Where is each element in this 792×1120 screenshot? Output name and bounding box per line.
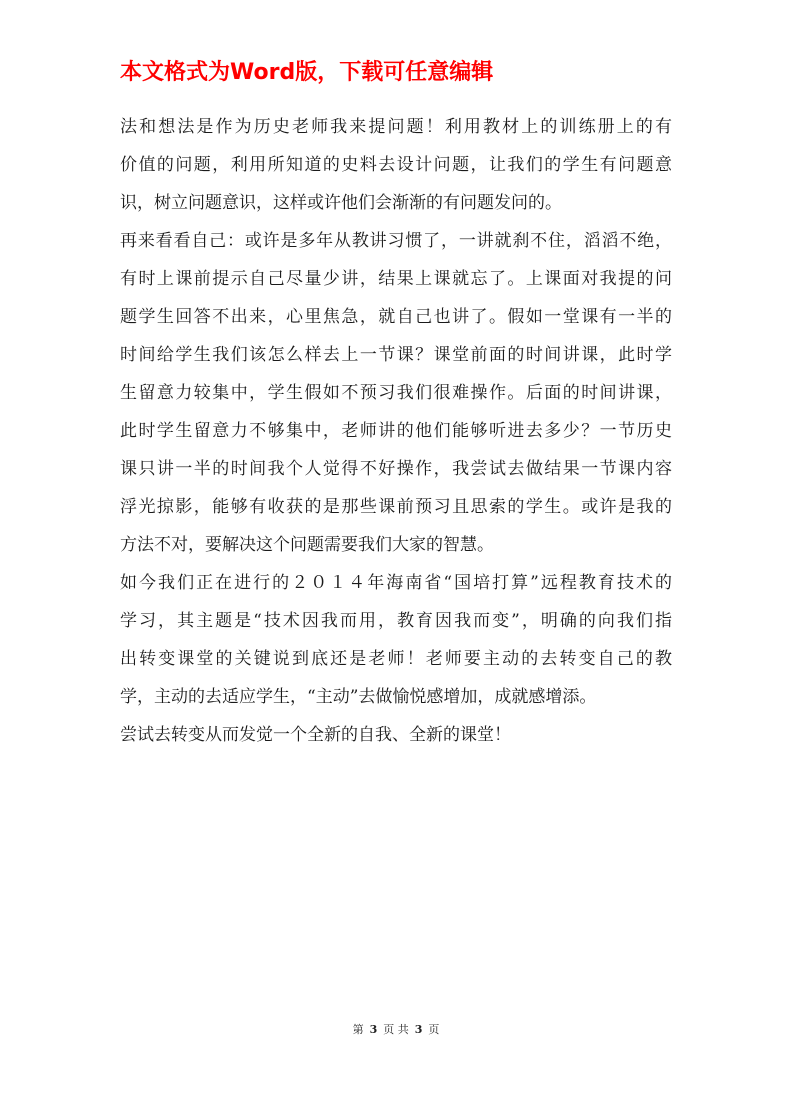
- text-line: 此时学生留意力不够集中，老师讲的他们能够听进去多少？一节历史: [120, 421, 672, 441]
- text-line: 学，主动的去适应学生，“主动”去做愉悦感增加，成就感增添。: [120, 687, 597, 707]
- text-line: 时间给学生我们该怎么样去上一节课？课堂前面的时间讲课，此时学: [120, 345, 672, 365]
- text-line: 识，树立问题意识，这样或许他们会渐渐的有问题发问的。: [120, 193, 562, 213]
- page-footer: [0, 1022, 792, 1038]
- text-line: 生留意力较集中，学生假如不预习我们很难操作。后面的时间讲课，: [120, 383, 672, 403]
- footer-page-number: 3: [369, 1023, 378, 1036]
- document-body: [120, 108, 672, 754]
- footer-total-pages: 3: [414, 1023, 423, 1036]
- text-line: 尝试去转变从而发觉一个全新的自我、全新的课堂！: [120, 725, 511, 745]
- text-line: 学习，其主题是“技术因我而用，教育因我而变”，明确的向我们指: [120, 611, 672, 631]
- text-line: 浮光掠影，能够有收获的是那些课前预习且思索的学生。或许是我的: [120, 497, 672, 517]
- footer-prefix: 第: [352, 1023, 364, 1036]
- text-line: 如今我们正在进行的２０１４年海南省“国培打算”远程教育技术的: [120, 573, 672, 593]
- word-format-banner: 本文格式为Word版，下载可任意编辑: [120, 60, 494, 85]
- text-line: 再来看看自己：或许是多年从教讲习惯了，一讲就刹不住，滔滔不绝，: [120, 231, 672, 251]
- text-line: 课只讲一半的时间我个人觉得不好操作，我尝试去做结果一节课内容: [120, 459, 672, 479]
- text-line: 题学生回答不出来，心里焦急，就自己也讲了。假如一堂课有一半的: [120, 307, 672, 327]
- footer-suffix: 页: [428, 1023, 440, 1036]
- text-line: 价值的问题，利用所知道的史料去设计问题，让我们的学生有问题意: [120, 155, 672, 175]
- text-line: 有时上课前提示自己尽量少讲，结果上课就忘了。上课面对我提的问: [120, 269, 672, 289]
- footer-middle: 页 共: [383, 1023, 409, 1036]
- text-line: 方法不对，要解决这个问题需要我们大家的智慧。: [120, 535, 494, 555]
- text-line: 法和想法是作为历史老师我来提问题！利用教材上的训练册上的有: [120, 117, 672, 137]
- text-line: 出转变课堂的关键说到底还是老师！老师要主动的去转变自己的教: [120, 649, 672, 669]
